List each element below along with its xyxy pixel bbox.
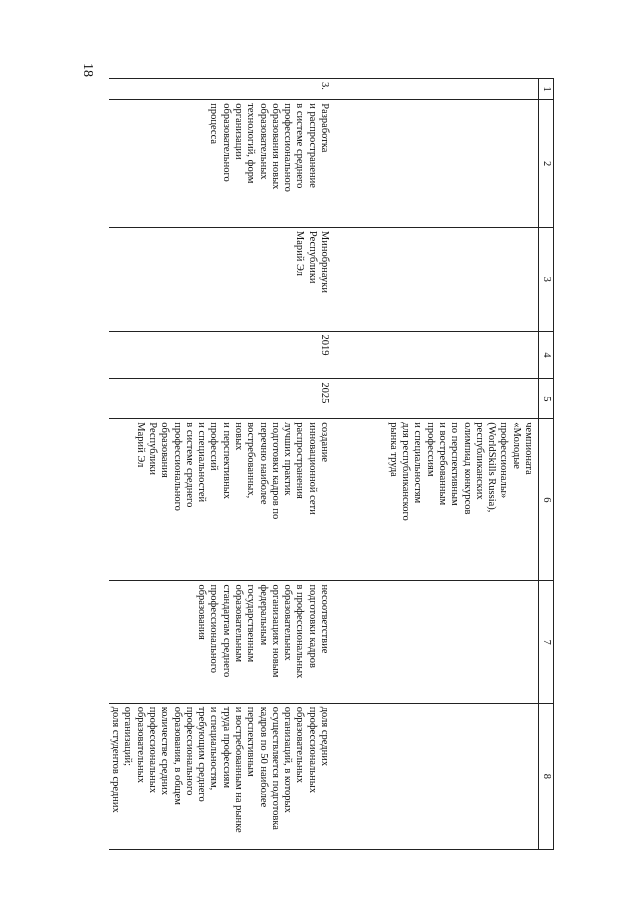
cell-empty xyxy=(334,581,539,703)
header-col-1: 1 xyxy=(539,79,554,100)
header-col-5: 5 xyxy=(539,379,554,419)
cell-executor: Минобрнауки Республики Марий Эл xyxy=(109,227,334,331)
measures-table xyxy=(109,78,554,850)
cell-empty xyxy=(334,100,539,228)
cell-empty xyxy=(334,227,539,331)
cell-measure-name: Разработка и распространение в системе среднего профессионального образования новых образовательных технологий, форм организации образовательного процесса xyxy=(109,100,334,228)
rotated-page xyxy=(110,78,554,850)
cell-empty xyxy=(334,79,539,100)
cell-start-year: 2019 xyxy=(109,331,334,379)
header-col-7: 7 xyxy=(539,581,554,703)
cell-empty xyxy=(334,379,539,419)
page-number: 18 xyxy=(80,63,95,77)
cell-empty xyxy=(334,703,539,849)
header-col-3: 3 xyxy=(539,227,554,331)
cell-indicators: доля средних профессиональных образовательных организаций, в которых осуществляется подготовка кадров по 50 наиболее перспективным и востребованным на рынке труда профессиям и специальностям, требующим среднего профессионального образования, в общем количестве средних профессиональных образовательных организаций; доля студентов средних xyxy=(109,703,334,849)
rotated-content xyxy=(110,78,554,850)
cell-empty xyxy=(334,331,539,379)
header-row xyxy=(539,79,554,850)
cell-consequences: несоответствие подготовки кадров в профессиональных образовательных организациях новым федеральным государственным образовательным стандартам среднего профессионального образования xyxy=(109,581,334,703)
cell-result-continued: чемпионата «Молодые профессионалы» (WorldSkills Russia), республиканских олимпиад конкурсов по перспективным и востребованным профессиям и специальностям для республиканского рынка труда xyxy=(334,419,539,581)
cell-expected-result: создание инновационной сети распространения лучших практик подготовки кадров по перечню наиболее востребованных, новых и перспективных профессий и специальностей в системе среднего профессионального образования Республики Марий Эл xyxy=(109,419,334,581)
cell-number: 3. xyxy=(109,79,334,100)
header-col-6: 6 xyxy=(539,419,554,581)
cell-end-year: 2025 xyxy=(109,379,334,419)
header-col-8: 8 xyxy=(539,703,554,849)
header-col-4: 4 xyxy=(539,331,554,379)
table-row-continuation xyxy=(334,79,539,850)
header-col-2: 2 xyxy=(539,100,554,228)
table-row-3 xyxy=(109,79,334,850)
